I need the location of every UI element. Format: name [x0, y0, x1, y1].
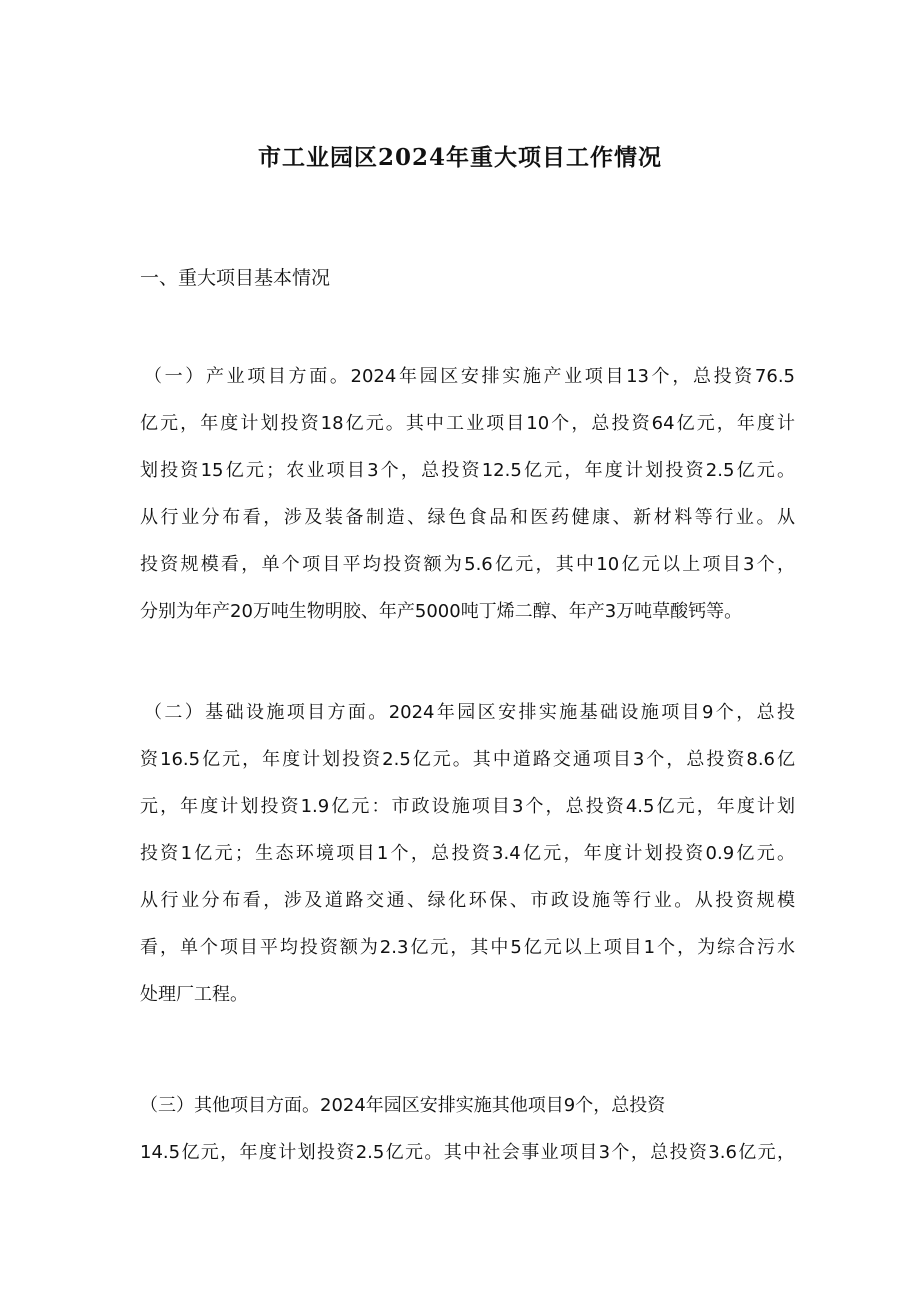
- paragraph-line: （二）基础设施项目方面。2024年园区安排实施基础设施项目9个，总投: [144, 702, 795, 723]
- paragraph-line: 划投资15亿元；农业项目3个，总投资12.5亿元，年度计划投资2.5亿元。: [140, 460, 795, 481]
- paragraph-line: 处理厂工程。: [140, 984, 248, 1005]
- paragraph-line: 资16.5亿元，年度计划投资2.5亿元。其中道路交通项目3个，总投资8.6亿: [140, 749, 795, 770]
- document-title: 市工业园区2024年重大项目工作情况: [257, 144, 662, 171]
- paragraph-infrastructure-projects: [140, 689, 795, 1018]
- paragraph-line: 投资规模看，单个项目平均投资额为5.6亿元，其中10亿元以上项目3个，: [140, 554, 795, 575]
- paragraph-other-projects: [140, 1082, 795, 1176]
- paragraph-line: 看，单个项目平均投资额为2.3亿元，其中5亿元以上项目1个，为综合污水: [140, 937, 795, 958]
- paragraph-line: （一）产业项目方面。2024年园区安排实施产业项目13个，总投资76.5: [144, 366, 795, 387]
- paragraph-line: 元，年度计划投资1.9亿元：市政设施项目3个，总投资4.5亿元，年度计划: [140, 796, 795, 817]
- paragraph-industrial-projects: [140, 353, 795, 635]
- paragraph-line: 投资1亿元；生态环境项目1个，总投资3.4亿元，年度计划投资0.9亿元。: [140, 843, 795, 864]
- paragraph-line: 14.5亿元，年度计划投资2.5亿元。其中社会事业项目3个，总投资3.6亿元，: [140, 1142, 795, 1163]
- paragraph-line: （三）其他项目方面。2024年园区安排实施其他项目9个，总投资: [140, 1095, 666, 1116]
- paragraph-line: 从行业分布看，涉及装备制造、绿色食品和医药健康、新材料等行业。从: [140, 507, 795, 528]
- paragraph-line: 从行业分布看，涉及道路交通、绿化环保、市政设施等行业。从投资规模: [140, 890, 795, 911]
- paragraph-line: 分别为年产20万吨生物明胶、年产5000吨丁烯二醇、年产3万吨草酸钙等。: [140, 601, 743, 622]
- section-heading: 一、重大项目基本情况: [140, 267, 331, 289]
- paragraph-line: 亿元，年度计划投资18亿元。其中工业项目10个，总投资64亿元，年度计: [140, 413, 795, 434]
